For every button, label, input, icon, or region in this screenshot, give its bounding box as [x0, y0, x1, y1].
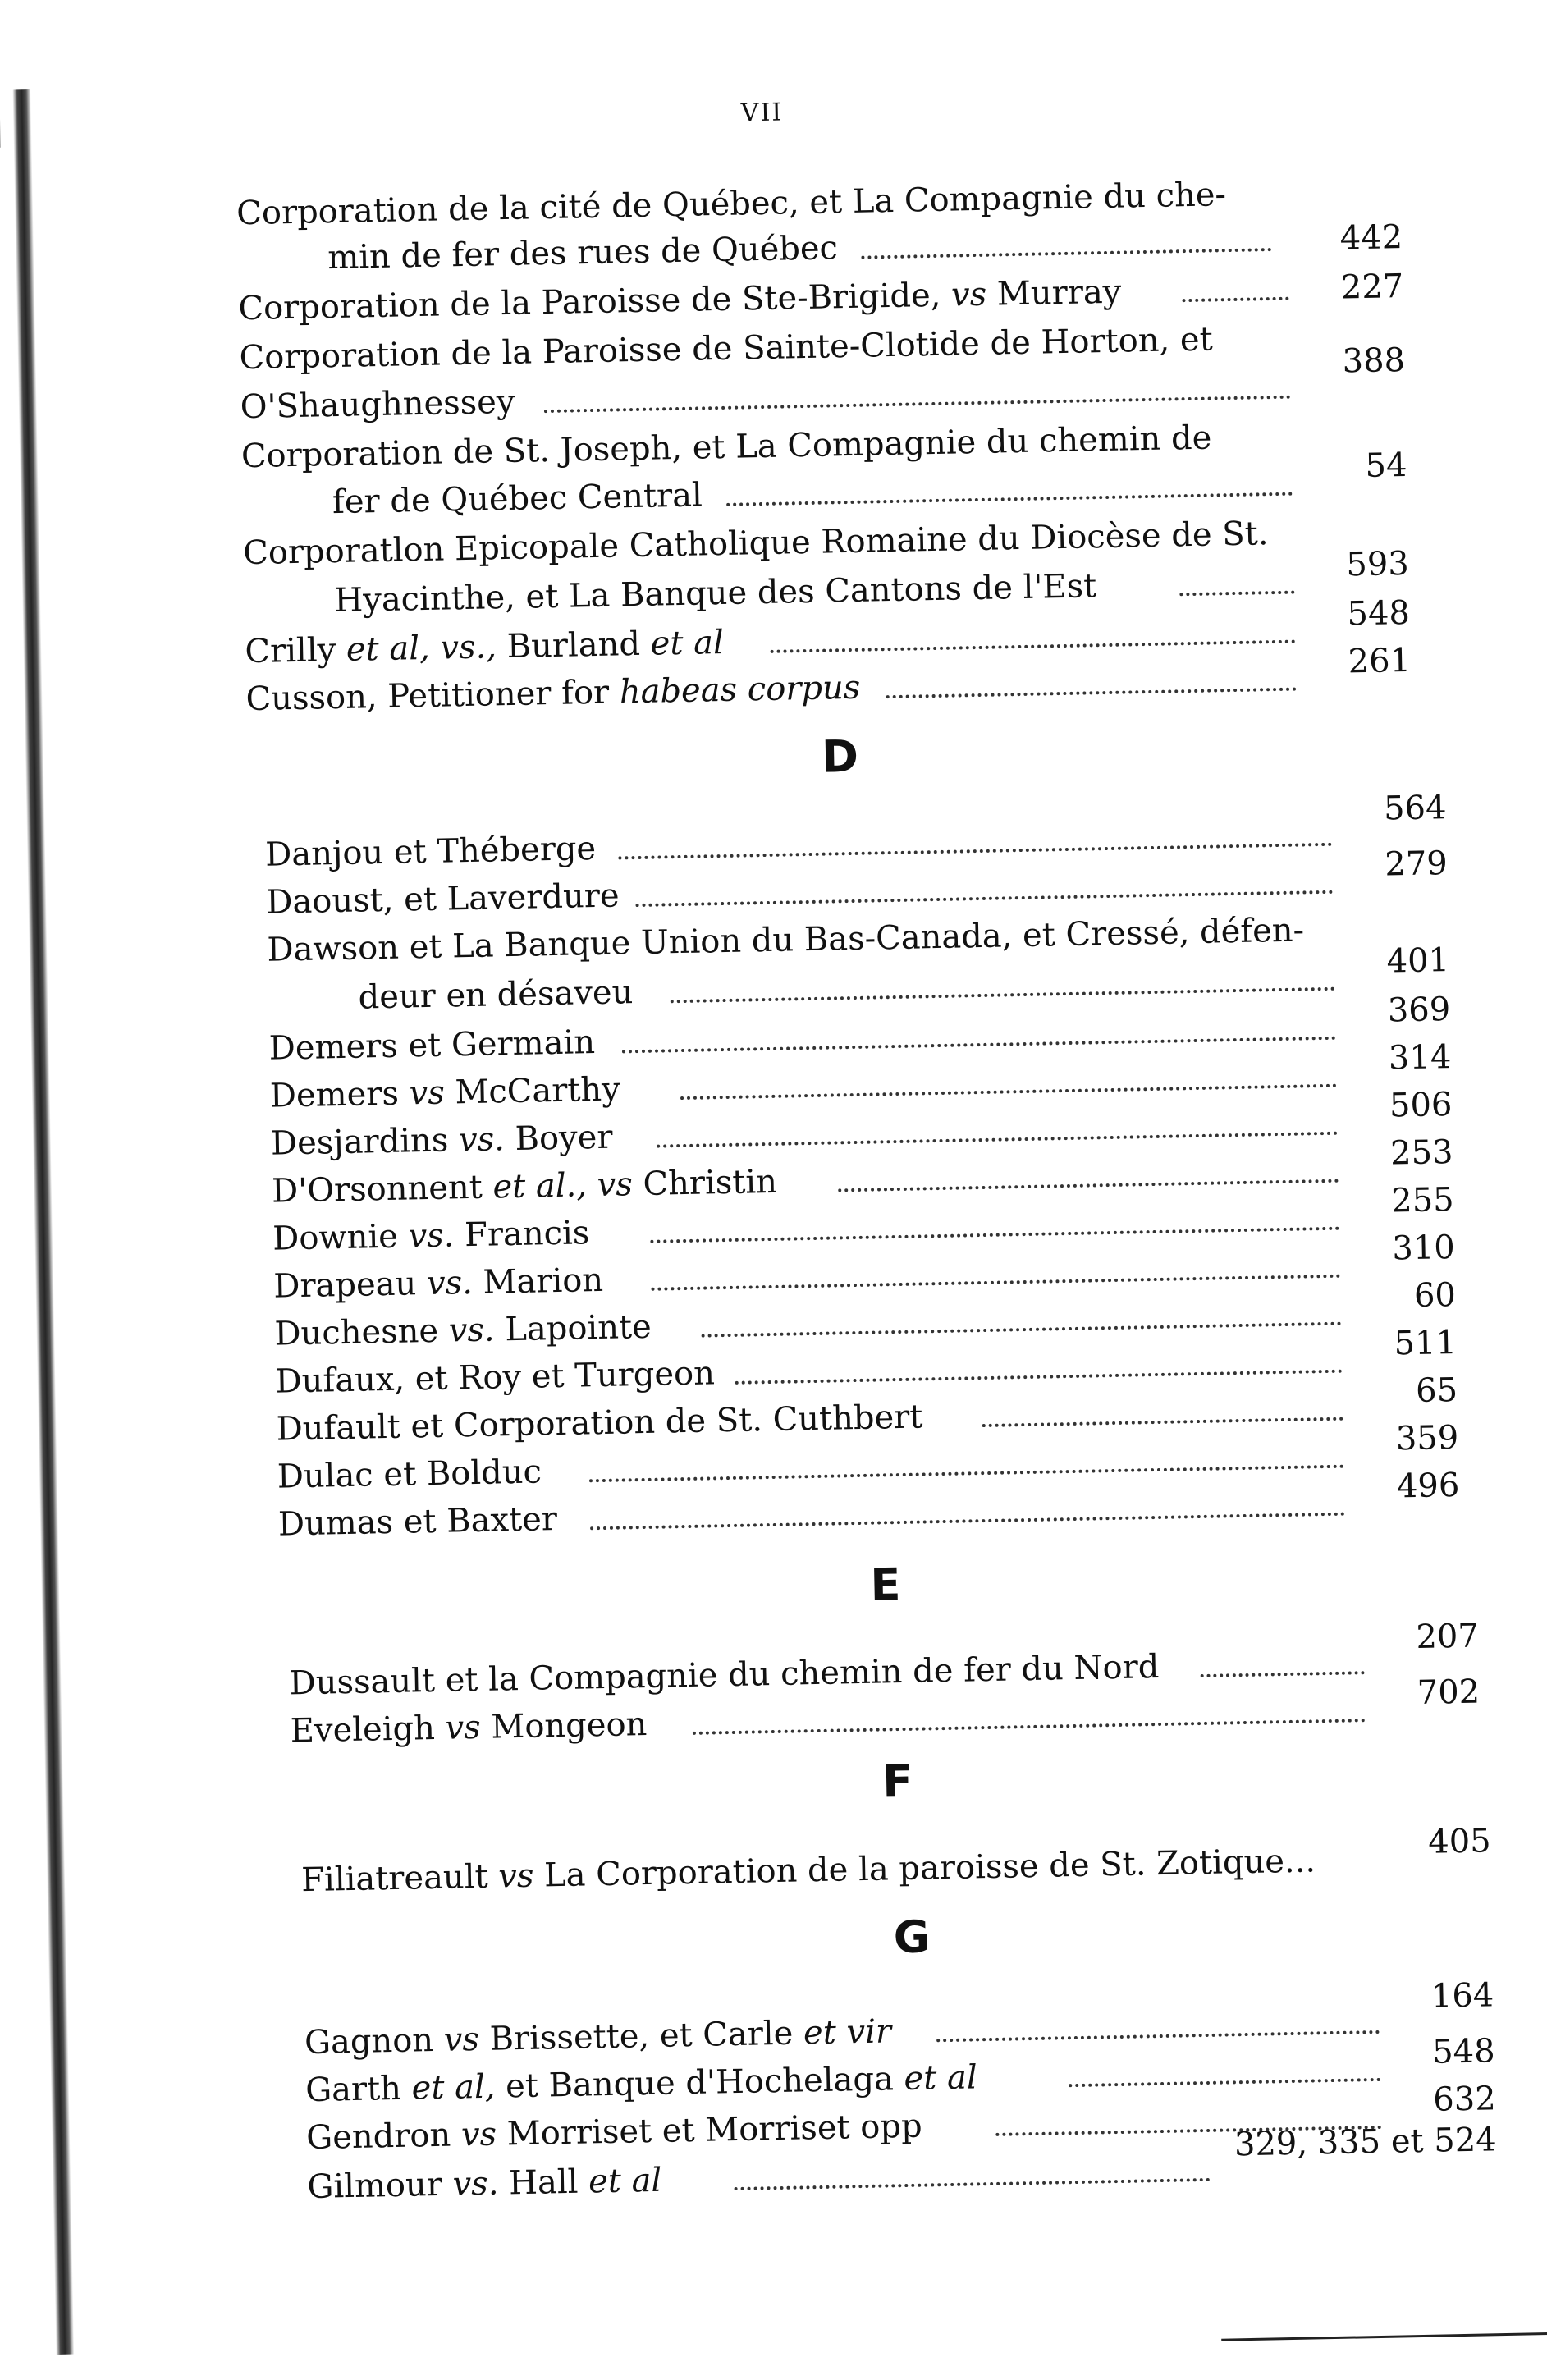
index-entry: Drapeau vs. Marion 310 [273, 1241, 1439, 1309]
index-entry: Downie vs. Francis 255 [272, 1193, 1439, 1261]
page-ref: 511 [1394, 1323, 1458, 1363]
index-entry: Eveleigh vs Mongeon 702 [290, 1686, 1456, 1754]
index-entry: Dulac et Bolduc 359 [277, 1431, 1443, 1499]
page-ref: 253 [1389, 1133, 1453, 1173]
index-entry: Dawson et La Banque Union du Bas-Canada, et Cressé, défen- [267, 911, 1305, 969]
page-ref: 279 [1384, 844, 1449, 884]
index-entry: Corporation de la cité de Québec, et La Compagnie du che- [236, 176, 1227, 233]
page-ref: 506 [1389, 1086, 1453, 1125]
page-ref: 702 [1417, 1673, 1481, 1712]
index-entry: Desjardins vs. Boyer 506 [271, 1098, 1437, 1166]
page-ref: 329, 335 et 524 [1233, 2121, 1498, 2164]
section-letter-d: D [821, 730, 861, 783]
index-entry: Corporation de St. Joseph, et La Compagnie du chemin de [240, 419, 1212, 476]
index-entry: Gilmour vs. Hall et al 329, 335 et 524 [307, 2142, 1473, 2210]
page-ref: 65 [1415, 1371, 1458, 1410]
index-entry: deur en désaveu 401 [268, 954, 1434, 1022]
page-ref: 496 [1396, 1466, 1460, 1506]
index-entry: Corporation de la Paroisse de Sainte-Clotide de Horton, et [239, 320, 1214, 378]
section-letter-f: F [881, 1755, 915, 1808]
index-entry: Crilly et al, vs., Burland et al 548 [245, 606, 1411, 675]
index-entry: Daoust, et Laverdure 279 [266, 857, 1432, 925]
index-entry: Dufaux, et Roy et Turgeon 511 [275, 1336, 1441, 1404]
page-ref: 388 [1342, 341, 1406, 381]
page-ref: 401 [1386, 941, 1450, 981]
page-ref: 60 [1413, 1275, 1457, 1315]
index-entry: Dufault et Corporation de St. Cuthbert 65 [276, 1384, 1442, 1452]
page-ref: 359 [1395, 1418, 1459, 1458]
index-entry: Gendron vs Morriset et Morriset opp 632 [306, 2093, 1472, 2161]
section-letter-g: G [893, 1911, 932, 1964]
index-entry: Dumas et Baxter 496 [277, 1479, 1444, 1547]
index-entry: Dussault et la Compagnie du chemin de fer du Nord 207 [289, 1638, 1455, 1706]
index-entry: Corporatlon Epicopale Catholique Romaine du Diocèse de St. [242, 515, 1269, 573]
page-ref: 564 [1383, 789, 1447, 828]
index-entry: Gagnon vs Brissette, et Carle et vir 164 [304, 1998, 1471, 2066]
section-letter-e: E [869, 1558, 903, 1611]
index-entry: O'Shaughnessey 388 [240, 362, 1406, 430]
page-ref: 405 [1427, 1822, 1492, 1861]
page-number: VII [740, 98, 784, 128]
page-ref: 442 [1339, 217, 1403, 258]
page-ref: 227 [1340, 267, 1404, 307]
page-ref: 314 [1388, 1038, 1452, 1078]
index-entry: Demers vs McCarthy 314 [269, 1050, 1435, 1119]
page-ref: 207 [1416, 1617, 1480, 1656]
page-ref: 632 [1432, 2080, 1497, 2119]
index-entry: min de fer des rues de Québec 442 [237, 214, 1403, 282]
index-entry: Cusson, Petitioner for habeas corpus 261 [245, 654, 1412, 722]
page-ref: 54 [1365, 446, 1407, 485]
index-entry: Filiatreault vs La Corporation de la paroisse de St. Zotique... 405 [301, 1835, 1467, 1903]
page-ref: 261 [1348, 641, 1412, 681]
index-entry: Corporation de la Paroisse de Ste-Brigide, vs Murray 227 [238, 263, 1404, 332]
index-entry: D'Orsonnent et al., vs Christin 253 [272, 1146, 1438, 1214]
index-entry: Demers et Germain 369 [268, 1003, 1435, 1071]
page-bottom-rule [1221, 2332, 1547, 2341]
page-ref: 164 [1430, 1976, 1494, 2016]
index-entry: Duchesne vs. Lapointe 60 [274, 1288, 1440, 1357]
book-spine-edge [12, 89, 74, 2355]
index-entry: Garth et al, et Banque d'Hochelaga et al 548 [305, 2045, 1471, 2113]
index-entry: fer de Québec Central 54 [242, 459, 1408, 527]
page-ref: 548 [1431, 2032, 1495, 2071]
index-entry: Danjou et Théberge 564 [265, 809, 1431, 877]
page-ref: 310 [1391, 1228, 1456, 1268]
index-entry: Hyacinthe, et La Banque des Cantons de l'Est 593 [244, 557, 1410, 625]
page-ref: 548 [1347, 593, 1411, 634]
page-ref: 593 [1345, 544, 1410, 584]
page-ref: 369 [1387, 991, 1451, 1030]
page-ref: 255 [1390, 1181, 1455, 1220]
